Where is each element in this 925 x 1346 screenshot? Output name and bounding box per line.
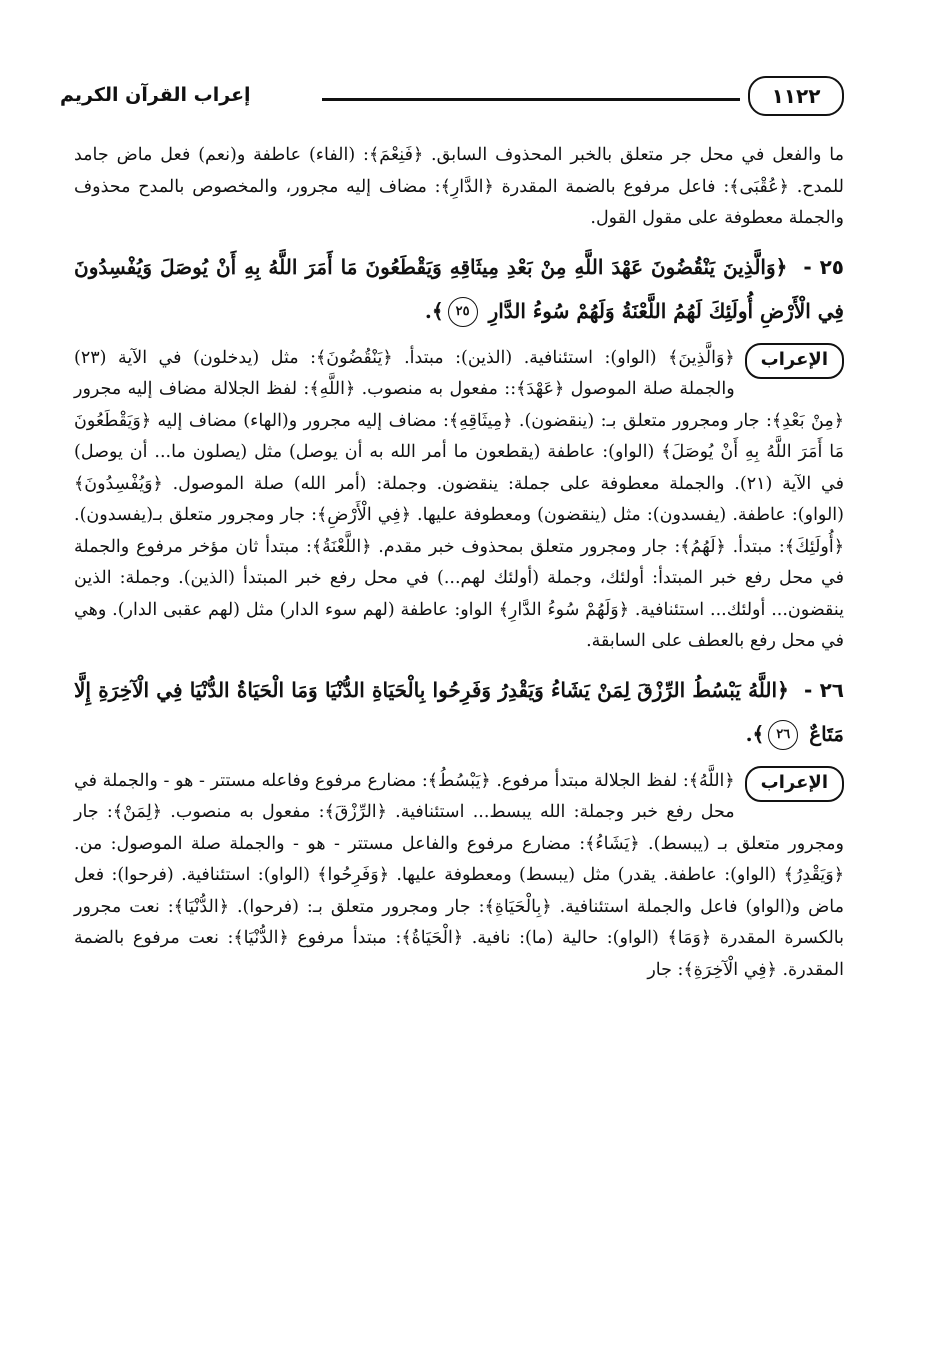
page-title: إعراب القرآن الكريم (60, 84, 251, 106)
verse-number: ٢٥ - (803, 254, 845, 279)
verse-text: ﴿اللَّهُ يَبْسُطُ الرِّزْقَ لِمَنْ يَشَاءُ وَيَقْدِرُ وَفَرِحُوا بِالْحَيَاةِ الدُّنْيَا وَمَا الْحَيَاةُ الدُّنْيَا فِي الْآخِرَةِ إِلَّا مَتَاعٌ (74, 677, 844, 746)
irab-section-26 (74, 766, 844, 987)
page-header (50, 70, 840, 120)
irab-text: ﴿اللَّهُ﴾: لفظ الجلالة مبتدأ مرفوع. ﴿يَبْسُطُ﴾: مضارع مرفوع وفاعله مستتر - هو - والجملة في محل رفع خبر وجملة: الله يبسط... استئنافية. ﴿الرِّزْقَ﴾: مفعول به منصوب. ﴿لِمَنْ﴾: جار ومجرور متعلق بـ (يبسط). ﴿يَشَاءُ﴾: مضارع مرفوع والفاعل مستتر - هو - والجملة صلة الموصول: من. ﴿وَيَقْدِرُ﴾ (الواو): عاطفة. يقدر) مثل (يبسط) ومعطوفة عليها. ﴿وَفَرِحُوا﴾ (الواو): استئنافية. (فرحوا): فعل ماض و(الواو) فاعل والجملة استئنافية. ﴿بِالْحَيَاةِ﴾: جار ومجرور متعلق بـ: (فرحوا). ﴿الدُّنْيَا﴾: نعت مجرور بالكسرة المقدرة ﴿وَمَا﴾ (الواو): حالية (ما): نافية. ﴿الْحَيَاةُ﴾: مبتدأ مرفوع ﴿الدُّنْيَا﴾: نعت مرفوع بالضمة المقدرة. ﴿فِي الْآخِرَةِ﴾: جار (74, 770, 844, 980)
header-rule (322, 98, 740, 101)
page-content (74, 140, 844, 996)
verse-26 (74, 668, 844, 756)
verse-number: ٢٦ - (804, 677, 844, 702)
ayah-number-mark: ٢٥ (448, 297, 478, 327)
irab-section-25 (74, 343, 844, 658)
verse-close: ﴾. (745, 721, 765, 746)
irab-text: ﴿وَالَّذِينَ﴾ (الواو): استئنافية. (الذين): مبتدأ. ﴿يَنْقُضُونَ﴾: مثل (يدخلون) في الآية (٢٣) والجملة صلة الموصول ﴿عَهْدَ﴾:: مفعول به منصوب. ﴿اللَّهِ﴾: لفظ الجلالة مضاف إليه مجرور ﴿مِنْ بَعْدِ﴾: جار ومجرور متعلق بـ: (ينقضون). ﴿مِيثَاقِهِ﴾: مضاف إليه مجرور و(الهاء) مضاف إليه ﴿وَيَقْطَعُونَ مَا أَمَرَ اللَّهُ بِهِ أَنْ يُوصَلَ﴾ (الواو): عاطفة (يقطعون ما أمر الله به أن يوصل) مثل (يصلون ما... أن يوصل) في الآية (٢١). والجملة معطوفة على جملة: ينقضون. وجملة: (أمر الله) صلة الموصول. ﴿وَيُفْسِدُونَ﴾ (الواو): عاطفة. (يفسدون): مثل (ينقضون) ومعطوفة عليها. ﴿فِي الْأَرْضِ﴾: جار ومجرور متعلق بـ(يفسدون). ﴿أُولَئِكَ﴾: مبتدأ. ﴿لَهُمُ﴾: جار ومجرور متعلق بمحذوف خبر مقدم. ﴿اللَّعْنَةُ﴾: مبتدأ ثان مؤخر مرفوع والجملة في محل رفع خبر المبتدأ: أولئك، وجملة (أولئك لهم...) في محل رفع خبر المبتدأ (الذين). وجملة: الذين ينقضون... أولئك... استئنافية. ﴿وَلَهُمْ سُوءُ الدَّارِ﴾ الواو: عاطفة (لهم سوء الدار) مثل (لهم عقبى الدار). وهي في محل رفع بالعطف على السابقة. (74, 347, 844, 651)
irab-badge: الإعراب (745, 343, 844, 379)
verse-25 (74, 245, 844, 333)
intro-paragraph: ما والفعل في محل جر متعلق بالخبر المحذوف السابق. ﴿فَنِعْمَ﴾: (الفاء) عاطفة و(نعم) فعل ماض جامد للمدح. ﴿عُقْبَى﴾: فاعل مرفوع بالضمة المقدرة ﴿الدَّارِ﴾: مضاف إليه مجرور، والمخصوص بالمدح محذوف والجملة معطوفة على مقول القول. (74, 145, 844, 228)
ayah-number-mark: ٢٦ (768, 720, 798, 750)
verse-close: ﴾. (424, 298, 444, 323)
verse-text: ﴿وَالَّذِينَ يَنْقُضُونَ عَهْدَ اللَّهِ مِنْ بَعْدِ مِيثَاقِهِ وَيَقْطَعُونَ مَا أَمَرَ اللَّهُ بِهِ أَنْ يُوصَلَ وَيُفْسِدُونَ فِي الْأَرْضِ أُولَئِكَ لَهُمُ اللَّعْنَةُ وَلَهُمْ سُوءُ الدَّارِ (74, 254, 844, 323)
irab-badge: الإعراب (745, 766, 844, 802)
page-number: ١١٢٢ (748, 76, 844, 116)
